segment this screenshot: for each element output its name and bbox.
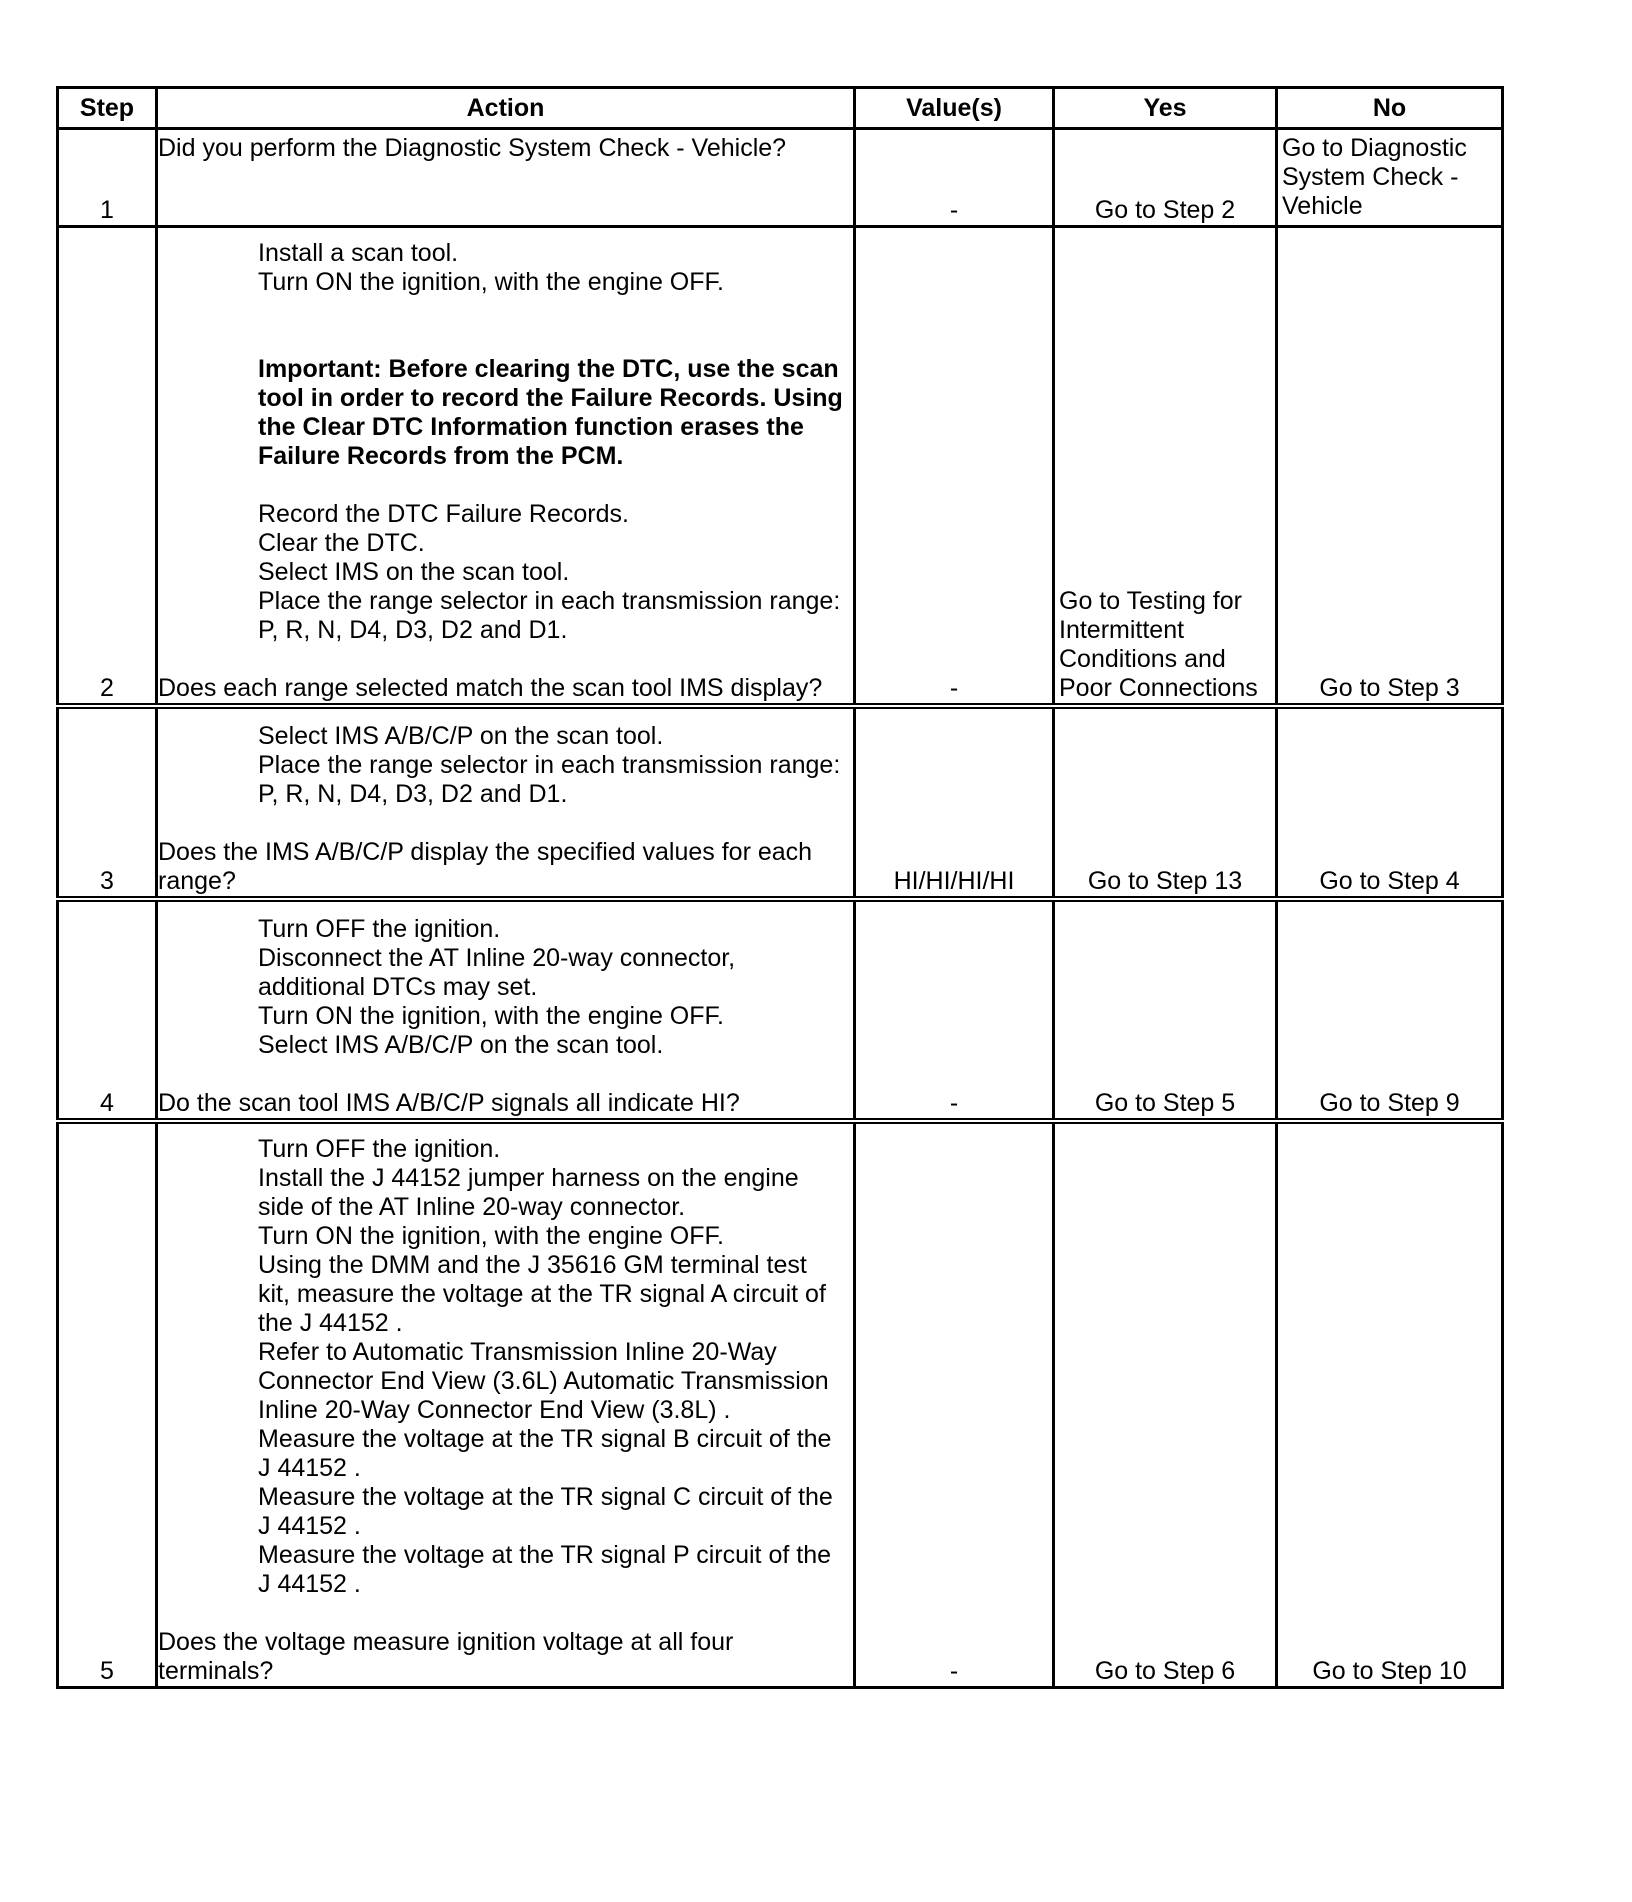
action-line: Turn OFF the ignition. — [258, 914, 501, 943]
value-cell: - — [855, 227, 1054, 706]
action-line: Connector End View (3.6L) Automatic Transmission — [258, 1367, 829, 1395]
value-cell: - — [855, 899, 1054, 1121]
no-line: Go to Diagnostic — [1282, 134, 1467, 162]
action-cell — [157, 129, 855, 227]
action-line: P, R, N, D4, D3, D2 and D1. — [258, 615, 568, 644]
action-line: Install a scan tool. — [258, 238, 459, 267]
action-line: Place the range selector in each transmission range: — [258, 586, 841, 615]
header-no: No — [1277, 88, 1503, 129]
action-line: P, R, N, D4, D3, D2 and D1. — [258, 779, 568, 808]
table-row — [58, 899, 1503, 1121]
question-text: Did you perform the Diagnostic System Check - Vehicle? — [158, 134, 787, 162]
action-line: side of the AT Inline 20-way connector. — [258, 1193, 686, 1221]
question-text: Does each range selected match the scan tool IMS display? — [158, 673, 823, 702]
value-cell: - — [855, 1121, 1054, 1688]
table-row — [58, 227, 1503, 706]
step-number: 1 — [58, 129, 157, 227]
action-line: Turn ON the ignition, with the engine OFF. — [258, 267, 724, 296]
step-number: 5 — [58, 1121, 157, 1688]
action-line: Inline 20-Way Connector End View (3.8L) . — [258, 1396, 731, 1424]
yes-cell — [1054, 227, 1277, 706]
action-line: J 44152 . — [258, 1454, 361, 1482]
table-row — [58, 129, 1503, 227]
table-row — [58, 706, 1503, 899]
no-line: Vehicle — [1282, 192, 1363, 220]
no-cell: Go to Step 10 — [1277, 1121, 1503, 1688]
step-number: 2 — [58, 227, 157, 706]
action-line: the J 44152 . — [258, 1309, 403, 1337]
no-cell: Go to Step 4 — [1277, 706, 1503, 899]
question-text: Does the IMS A/B/C/P display the specified values for each range? — [158, 837, 813, 895]
action-line: Measure the voltage at the TR signal B circuit of the — [258, 1425, 832, 1453]
action-cell — [157, 1121, 855, 1688]
action-line: additional DTCs may set. — [258, 972, 538, 1001]
yes-cell: Go to Step 6 — [1054, 1121, 1277, 1688]
action-line: Place the range selector in each transmission range: — [258, 750, 841, 779]
action-line: Using the DMM and the J 35616 GM terminal test — [258, 1251, 807, 1279]
action-line: Turn OFF the ignition. — [258, 1135, 501, 1163]
action-line: J 44152 . — [258, 1512, 361, 1540]
yes-cell: Go to Step 13 — [1054, 706, 1277, 899]
yes-cell: Go to Step 2 — [1054, 129, 1277, 227]
header-row — [58, 88, 1503, 129]
action-cell — [157, 899, 855, 1121]
no-cell: Go to Step 9 — [1277, 899, 1503, 1121]
action-cell — [157, 227, 855, 706]
step-number: 4 — [58, 899, 157, 1121]
step-number: 3 — [58, 706, 157, 899]
yes-line: Go to Testing for — [1059, 586, 1242, 615]
diagnostic-table — [56, 86, 1504, 1689]
header-values: Value(s) — [855, 88, 1054, 129]
action-line: Measure the voltage at the TR signal C circuit of the — [258, 1483, 833, 1511]
header-action: Action — [157, 88, 855, 129]
action-line: Refer to Automatic Transmission Inline 20-Way — [258, 1338, 777, 1366]
no-cell: Go to Step 3 — [1277, 227, 1503, 706]
action-line: Select IMS A/B/C/P on the scan tool. — [258, 721, 664, 750]
value-cell: - — [855, 129, 1054, 227]
action-line: Select IMS A/B/C/P on the scan tool. — [258, 1030, 664, 1059]
yes-cell: Go to Step 5 — [1054, 899, 1277, 1121]
important-note: Important: Before clearing the DTC, use the scan tool in order to record the Failure Records. Using the Clear DTC Information function erases the Failure Records from the PCM. — [258, 354, 843, 470]
action-line: Disconnect the AT Inline 20-way connector, — [258, 943, 736, 972]
yes-line: Intermittent — [1059, 615, 1185, 644]
header-yes: Yes — [1054, 88, 1277, 129]
action-line: Clear the DTC. — [258, 528, 425, 557]
question-text: Does the voltage measure ignition voltage at all four terminals? — [158, 1628, 734, 1685]
action-cell — [157, 706, 855, 899]
action-line: Install the J 44152 jumper harness on the engine — [258, 1164, 799, 1192]
yes-line: Conditions and — [1059, 644, 1226, 673]
no-cell — [1277, 129, 1503, 227]
action-line: J 44152 . — [258, 1570, 361, 1598]
action-line: kit, measure the voltage at the TR signal A circuit of — [258, 1280, 826, 1308]
no-line: System Check - — [1282, 163, 1459, 191]
header-step: Step — [58, 88, 157, 129]
table-row — [58, 1121, 1503, 1688]
action-line: Select IMS on the scan tool. — [258, 557, 570, 586]
question-text: Do the scan tool IMS A/B/C/P signals all indicate HI? — [158, 1088, 740, 1117]
action-line: Turn ON the ignition, with the engine OFF. — [258, 1001, 724, 1030]
yes-line: Poor Connections — [1059, 673, 1258, 702]
value-cell: HI/HI/HI/HI — [855, 706, 1054, 899]
action-line: Measure the voltage at the TR signal P circuit of the — [258, 1541, 831, 1569]
action-line: Turn ON the ignition, with the engine OFF. — [258, 1222, 724, 1250]
action-line: Record the DTC Failure Records. — [258, 499, 629, 528]
